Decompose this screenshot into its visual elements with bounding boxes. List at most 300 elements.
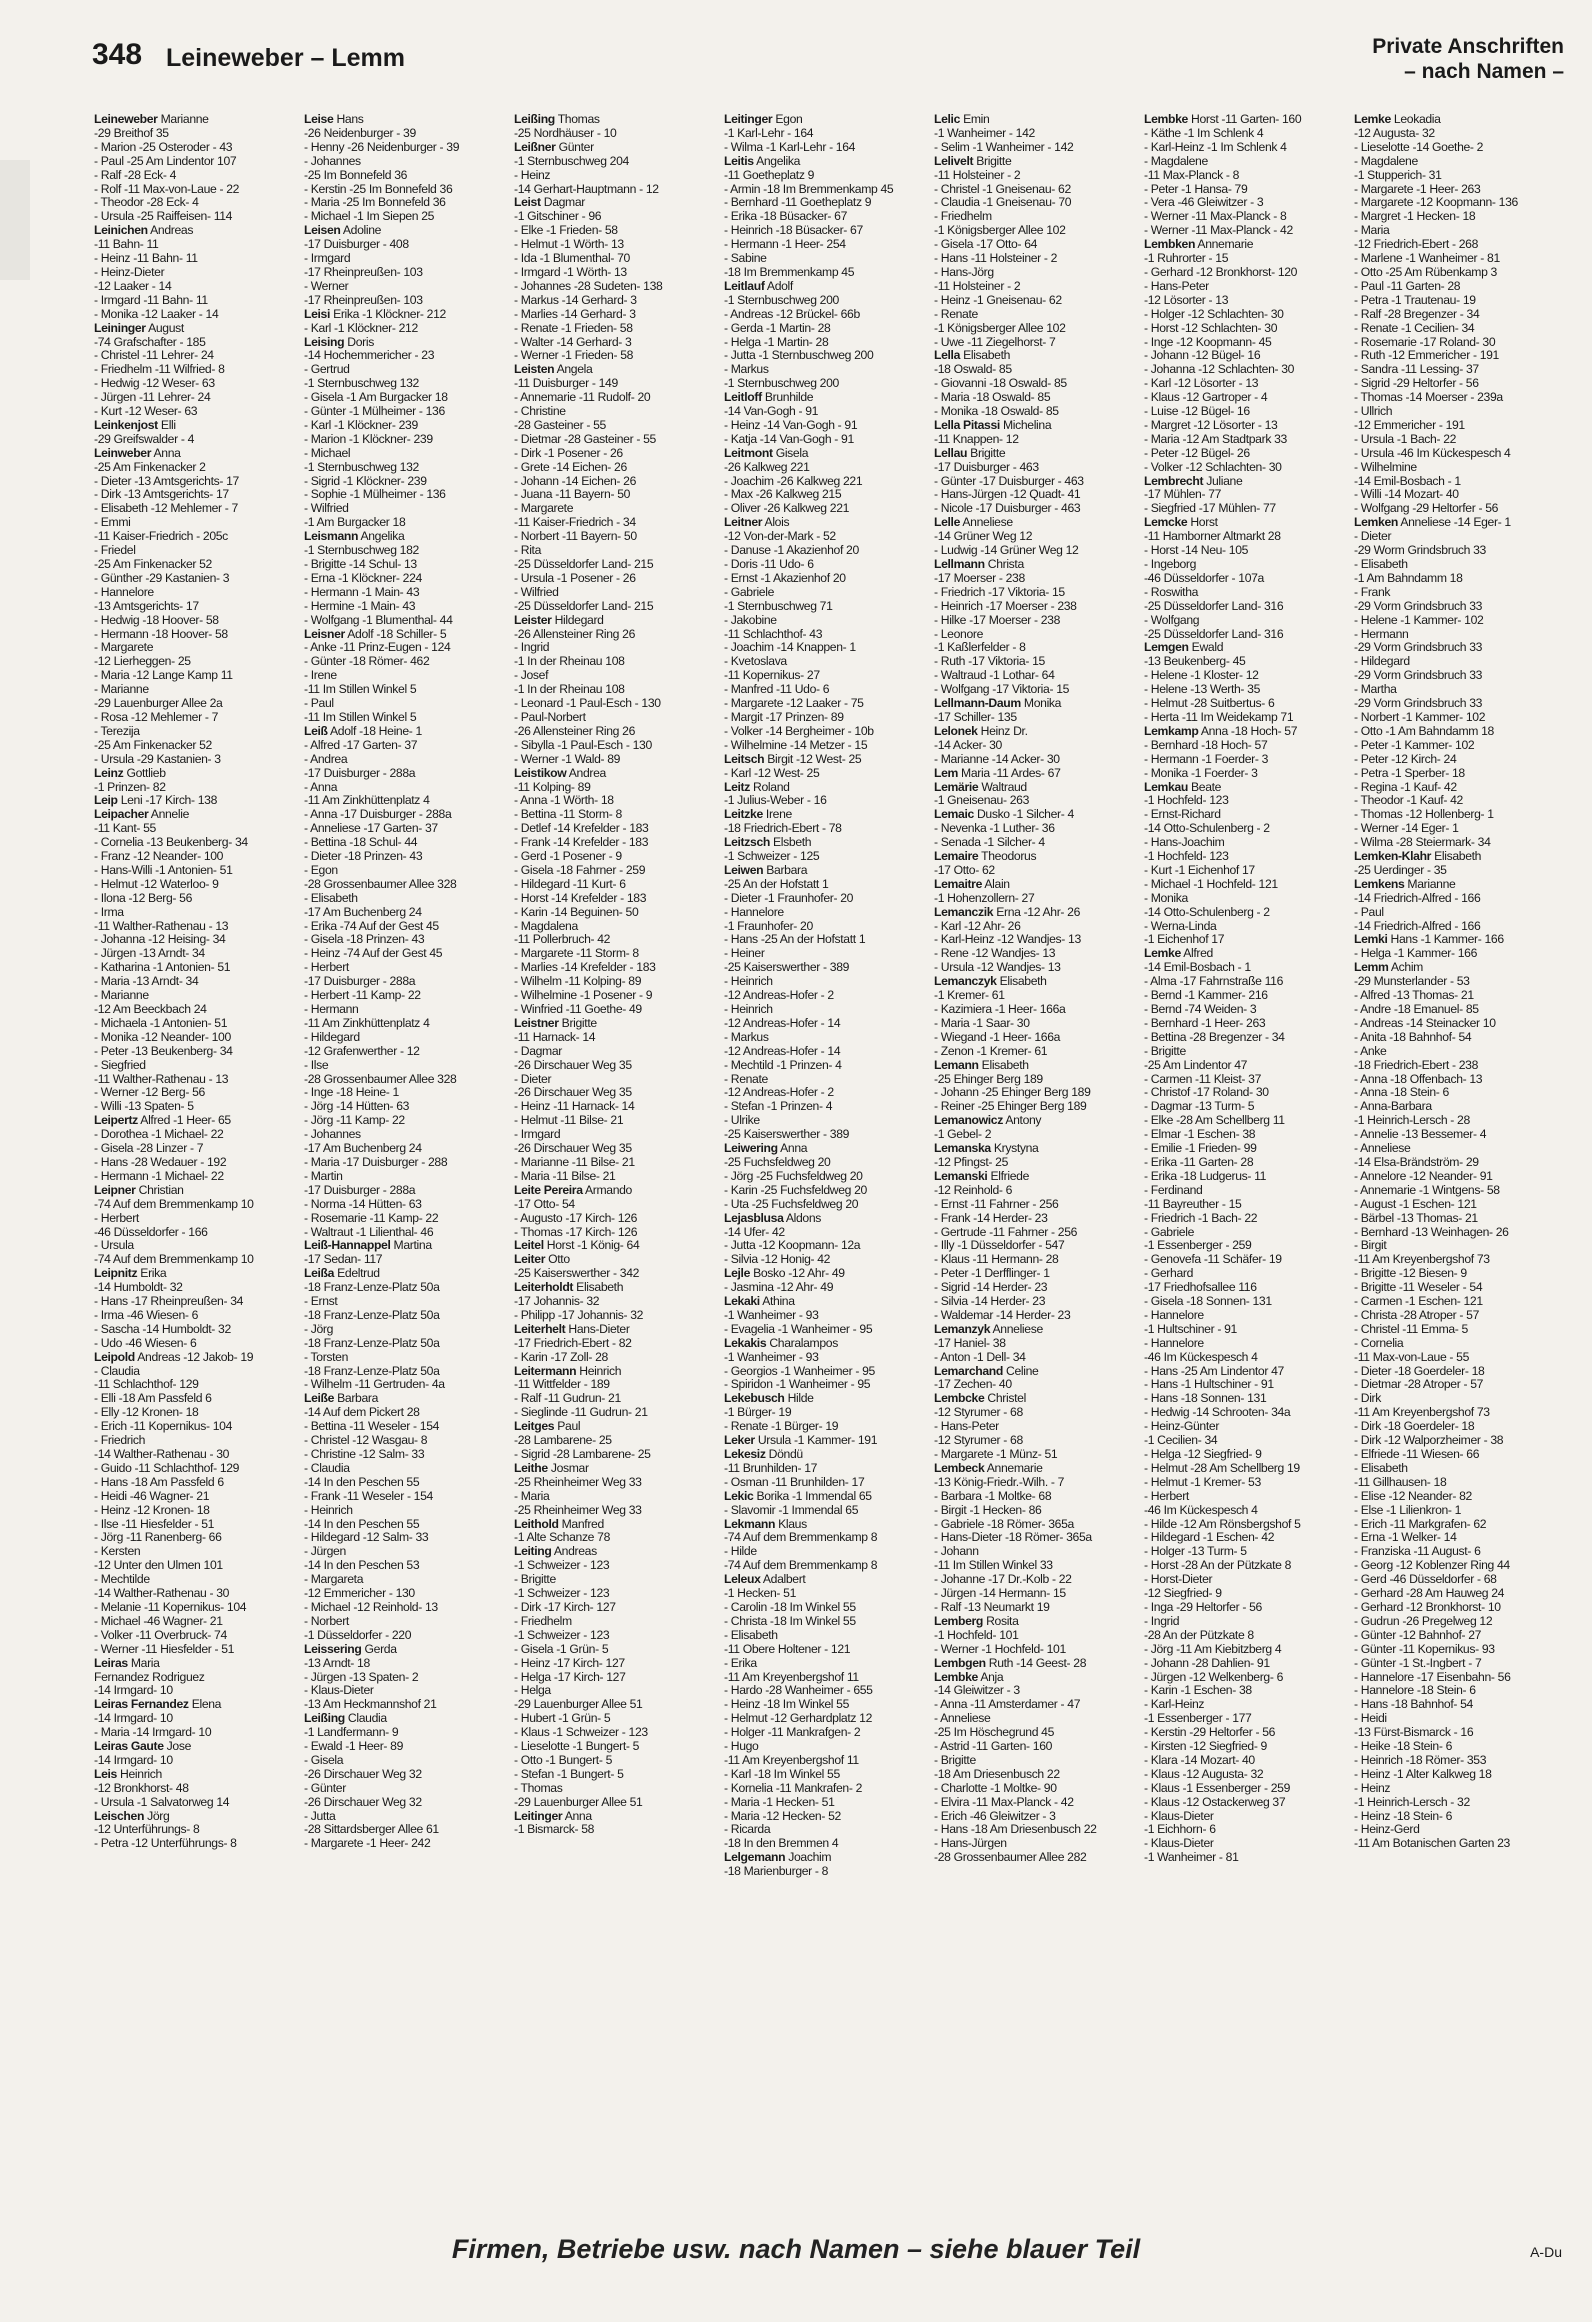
list-item [304, 947, 510, 961]
list-item [304, 1810, 510, 1824]
list-item [1144, 1212, 1350, 1226]
entry-text: -17 Friedrich-Ebert - 82 [514, 1336, 632, 1350]
entry-text: -12 Friedrich-Ebert - 268 [1354, 238, 1479, 252]
entry-text: - Helmut -1 Kremer- 53 [1144, 1475, 1261, 1489]
list-item [1354, 1684, 1560, 1698]
entry-text: - Anke [1354, 1044, 1387, 1058]
entry-text: -14 In den Peschen 55 [304, 1517, 420, 1531]
list-item [304, 391, 510, 405]
list-item [94, 1796, 300, 1810]
entry-text: -17 Mühlen- 77 [1144, 488, 1222, 502]
entry-text: -11 Knappen- 12 [934, 432, 1019, 446]
entry-text: - Hermine -1 Main- 43 [304, 599, 416, 613]
list-item [1354, 1476, 1560, 1490]
entry-text: -14 Gerhart-Hauptmann - 12 [514, 182, 659, 196]
entry-text: - Gisela -17 Otto- 64 [934, 238, 1038, 252]
list-item [304, 1170, 510, 1184]
surname: Lejasblusa [724, 1211, 784, 1225]
list-item [94, 1253, 300, 1267]
entry-text: -12 Lösorter - 13 [1144, 293, 1229, 307]
list-item [514, 683, 720, 697]
list-item [1144, 363, 1350, 377]
list-item [724, 1851, 930, 1865]
list-item [1144, 252, 1350, 266]
list-item [724, 961, 930, 975]
list-item [724, 488, 930, 502]
list-item [1144, 655, 1350, 669]
entry-text: - Irmgard [304, 252, 351, 266]
entry-text: - Werner -14 Eger- 1 [1354, 822, 1459, 836]
entry-text: - Sigrid -28 Lambarene- 25 [514, 1448, 651, 1461]
entry-text: - Waltraud -1 Lothar- 64 [934, 669, 1055, 683]
entry-text: -13 Am Heckmannshof 21 [304, 1698, 437, 1712]
list-item [514, 1198, 720, 1212]
list-item [304, 1601, 510, 1615]
list-item [1144, 933, 1350, 947]
surname: Leipold [94, 1350, 135, 1364]
list-item [304, 864, 510, 878]
entry-text: Birgit -12 West- 25 [764, 752, 862, 766]
list-item [514, 391, 720, 405]
entry-text: - Helga -12 Siegfried- 9 [1144, 1448, 1262, 1461]
entry-text: - Anita -18 Bahnhof- 54 [1354, 1030, 1472, 1044]
entry-text: Horst -1 König- 64 [543, 1239, 640, 1253]
entry-text: - Peter -12 Kirch- 24 [1354, 752, 1457, 766]
entry-text: -28 An der Pützkate 8 [1144, 1628, 1254, 1642]
list-item [1144, 1267, 1350, 1281]
entry-text: -12 Styrumer - 68 [934, 1434, 1023, 1448]
entry-text: Armando [582, 1183, 632, 1197]
list-item [1354, 1504, 1560, 1518]
list-item [1144, 336, 1350, 350]
entry-text: - Gisela -28 Linzer - 7 [94, 1142, 204, 1156]
list-item [934, 405, 1140, 419]
entry-text: - Heinz -12 Kronen- 18 [94, 1503, 210, 1517]
entry-text: - Inge -18 Heine- 1 [304, 1086, 399, 1100]
entry-text: Anja [977, 1670, 1004, 1684]
entry-text: -25 Uerdinger - 35 [1354, 863, 1447, 877]
list-item [94, 391, 300, 405]
surname: Leithold [514, 1517, 559, 1531]
entry-text: -13 Beukenberg- 45 [1144, 655, 1246, 669]
entry-text: -1 Heinrich-Lersch - 28 [1354, 1114, 1470, 1128]
list-item [94, 141, 300, 155]
entry-text: - Magdalene [1144, 154, 1208, 168]
entry-text: - Herbert -11 Kamp- 22 [304, 989, 421, 1003]
entry-text: - Hildegard [304, 1030, 360, 1044]
surname: Leitzsch [724, 836, 770, 850]
list-item [514, 1337, 720, 1351]
entry-text: - Gertrud [304, 363, 350, 377]
list-item [514, 1476, 720, 1490]
entry-text: -29 Breithof 35 [94, 126, 169, 140]
entry-text: - Bernhard -18 Hoch- 57 [1144, 738, 1268, 752]
list-item [934, 224, 1140, 238]
list-item [1144, 683, 1350, 697]
list-item [1354, 1365, 1560, 1379]
entry-text: - Hermann -18 Hoover- 58 [94, 627, 228, 641]
entry-text: -11 Am Kreyenbergshof 73 [1354, 1406, 1490, 1420]
entry-text: - Jutta -12 Koopmann- 12a [724, 1239, 861, 1253]
list-item [94, 475, 300, 489]
list-item [514, 767, 720, 781]
list-item [724, 1476, 930, 1490]
entry-text: - Sascha -14 Humboldt- 32 [94, 1322, 231, 1336]
entry-text: - Gerd -46 Düsseldorfer - 68 [1354, 1573, 1497, 1587]
list-item [724, 336, 930, 350]
entry-text: -74 Auf dem Bremmenkamp 10 [94, 1253, 254, 1267]
entry-text: -26 Kalkweg 221 [724, 460, 810, 474]
entry-text: -1 Sternbuschweg 71 [724, 599, 833, 613]
list-item [514, 141, 720, 155]
list-item [934, 947, 1140, 961]
entry-text: Borika -1 Immendal 65 [753, 1489, 872, 1503]
list-item [1354, 655, 1560, 669]
entry-text: - Sigrid -14 Herder- 23 [934, 1281, 1048, 1295]
list-item [1144, 1406, 1350, 1420]
entry-text: Waltraud [978, 780, 1027, 794]
entry-text: Elena [188, 1698, 222, 1712]
entry-text: - Karl -12 Lösorter - 13 [1144, 377, 1259, 391]
list-item [934, 1351, 1140, 1365]
entry-text: Adalbert [760, 1573, 806, 1587]
entry-text: Bosko -12 Ahr- 49 [750, 1267, 845, 1281]
list-item [1354, 252, 1560, 266]
entry-text: -28 Grossenbaumer Allee 328 [304, 877, 457, 891]
entry-text: - Michael -1 Im Siepen 25 [304, 210, 435, 224]
entry-text: -14 Emil-Bosbach - 1 [1144, 961, 1251, 975]
entry-text: - Gisela [304, 1753, 344, 1767]
entry-text: - Johann -28 Dahlien- 91 [1144, 1656, 1270, 1670]
entry-text: - Anna [304, 780, 338, 794]
entry-text: - Sabine [724, 252, 767, 266]
entry-text: Barbara [334, 1392, 379, 1406]
entry-text: - Wilfried [514, 585, 559, 599]
surname: Leising [304, 335, 345, 349]
list-item [94, 683, 300, 697]
list-item [724, 224, 930, 238]
list-item [724, 933, 930, 947]
surname: Lemanzyk [934, 1322, 991, 1336]
list-item [934, 975, 1140, 989]
list-item [1144, 628, 1350, 642]
entry-text: - Kersten [94, 1545, 141, 1559]
entry-text: - Herbert [1144, 1489, 1189, 1503]
entry-text: -13 Fürst-Bismarck - 16 [1354, 1726, 1474, 1740]
entry-text: - Martha [1354, 683, 1397, 697]
list-item [514, 1239, 720, 1253]
entry-text: - Lieselotte -1 Bungert- 5 [514, 1740, 640, 1754]
list-item [1144, 224, 1350, 238]
entry-text: - Alfred -13 Thomas- 21 [1354, 989, 1474, 1003]
entry-text: - Hans-Peter [1144, 279, 1209, 293]
entry-text: - Günter [304, 1781, 346, 1795]
entry-text: Charalampos [766, 1336, 838, 1350]
list-item [934, 1518, 1140, 1532]
entry-text: - Uwe -11 Ziegelhorst- 7 [934, 335, 1056, 349]
list-item [724, 127, 930, 141]
entry-text: - Bettina -11 Storm- 8 [514, 808, 622, 822]
entry-text: Otto [545, 1253, 570, 1267]
entry-text: - Hermann -1 Michael- 22 [94, 1169, 224, 1183]
entry-text: -1 Sternbuschweg 132 [304, 460, 419, 474]
entry-text: - Helga -1 Kammer- 166 [1354, 947, 1478, 961]
list-item [1144, 975, 1350, 989]
list-item [934, 600, 1140, 614]
entry-text: - Sigrid -29 Heltorfer - 56 [1354, 377, 1479, 391]
list-item [304, 1782, 510, 1796]
list-item [724, 1309, 930, 1323]
entry-text: -1 Wanheimer - 142 [934, 126, 1035, 140]
entry-text: - Peter -1 Hansa- 79 [1144, 182, 1248, 196]
entry-text: - Ullrich [1354, 405, 1393, 419]
entry-text: -1 Hochfeld- 123 [1144, 850, 1229, 864]
entry-text: - Erich -11 Markgrafen- 62 [1354, 1517, 1487, 1531]
list-item [1354, 1657, 1560, 1671]
entry-text: Erna -12 Ahr- 26 [993, 905, 1081, 919]
entry-text: -46 Düsseldorfer - 166 [94, 1225, 208, 1239]
list-item [934, 447, 1140, 461]
list-item [1354, 1698, 1560, 1712]
entry-text: -46 Düsseldorfer - 107a [1144, 571, 1264, 585]
list-item [94, 1810, 300, 1824]
list-item [1354, 1351, 1560, 1365]
entry-text: - Michael -46 Wagner- 21 [94, 1614, 223, 1628]
list-item [1354, 1629, 1560, 1643]
surname: Lekebusch [724, 1392, 785, 1406]
entry-text: - Dietmar -28 Gasteiner - 55 [514, 432, 656, 446]
entry-text: - Claudia [94, 1364, 140, 1378]
entry-text: - Friedhelm [514, 1614, 572, 1628]
list-item [304, 1267, 510, 1281]
entry-text: - Brigitte [1144, 1044, 1186, 1058]
entry-text: -1 Schweizer - 123 [514, 1559, 610, 1573]
list-item [514, 1086, 720, 1100]
surname: Leiting [514, 1545, 552, 1559]
list-item [934, 377, 1140, 391]
entry-text: - Ingrid [514, 641, 550, 655]
list-item [934, 850, 1140, 864]
entry-text: -25 Am Lindentor 47 [1144, 1058, 1248, 1072]
entry-text: - Bettina -11 Weseler - 154 [304, 1420, 440, 1434]
entry-text: - Norma -14 Hütten- 63 [304, 1197, 422, 1211]
entry-text: - Inga -29 Heltorfer - 56 [1144, 1600, 1262, 1614]
list-item [1354, 1545, 1560, 1559]
list-item [1144, 1726, 1350, 1740]
list-item [514, 1712, 720, 1726]
entry-text: - Jörg -11 Kamp- 22 [304, 1114, 405, 1128]
list-item [514, 1406, 720, 1420]
entry-text: - Leonore [934, 627, 984, 641]
entry-text: Krystyna [990, 1142, 1039, 1156]
entry-text: - Marion -1 Klöckner- 239 [304, 432, 433, 446]
list-item [1354, 1198, 1560, 1212]
list-item [724, 1392, 930, 1406]
list-item [1354, 1114, 1560, 1128]
entry-text: - Katharina -1 Antonien- 51 [94, 961, 231, 975]
entry-text: - Maria -12 Lange Kamp 11 [94, 669, 233, 683]
entry-text: -25 Im Bonnefeld 36 [304, 168, 408, 182]
list-item [724, 586, 930, 600]
list-item [1144, 1698, 1350, 1712]
list-item [514, 433, 720, 447]
entry-text: - Hedwig -12 Weser- 63 [94, 377, 215, 391]
list-item [1354, 725, 1560, 739]
entry-text: - Anneliese [934, 1712, 991, 1726]
entry-text: - Elli -18 Am Passfeld 6 [94, 1392, 212, 1406]
list-item [1354, 1073, 1560, 1087]
entry-text: -18 Franz-Lenze-Platz 50a [304, 1336, 440, 1350]
entry-text: - Maria [1354, 224, 1390, 238]
entry-text: -11 Duisburger - 149 [514, 377, 618, 391]
entry-text: -25 Kaiserswerther - 389 [724, 1128, 850, 1142]
entry-text: -11 Am Kreyenbergshof 11 [724, 1670, 859, 1684]
list-item [1144, 864, 1350, 878]
list-item [724, 196, 930, 210]
list-item [514, 1615, 720, 1629]
entry-text: - Bernd -74 Weiden- 3 [1144, 1003, 1257, 1016]
list-item [1144, 1851, 1350, 1865]
list-item [934, 1059, 1140, 1073]
entry-text: - Elisabeth [1354, 1461, 1408, 1475]
entry-text: - Brigitte -11 Weseler - 54 [1354, 1281, 1483, 1295]
list-item [304, 753, 510, 767]
list-item [1144, 196, 1350, 210]
surname: Lellmann-Daum [934, 697, 1021, 711]
entry-text: - Georgios -1 Wanheimer - 95 [724, 1364, 875, 1378]
entry-text: - Carolin -18 Im Winkel 55 [724, 1600, 856, 1614]
entry-text: -1 Karl-Lehr - 164 [724, 126, 814, 140]
entry-text: - Gabriele -18 Römer- 365a [934, 1517, 1074, 1531]
list-item [1144, 906, 1350, 920]
entry-text: - Thomas -17 Kirch- 126 [514, 1225, 638, 1239]
entry-text: Thomas [554, 113, 600, 126]
list-item [514, 655, 720, 669]
entry-text: Dagmar [540, 196, 585, 210]
entry-text: -74 Auf dem Bremmenkamp 8 [724, 1559, 878, 1573]
list-item [94, 947, 300, 961]
entry-text: - August -1 Eschen- 121 [1354, 1197, 1477, 1211]
entry-text: - Torsten [304, 1350, 349, 1364]
entry-text: -12 Grafenwerther - 12 [304, 1044, 420, 1058]
list-item [94, 1545, 300, 1559]
list-item [1144, 892, 1350, 906]
entry-text: - Hermann [304, 1003, 359, 1016]
list-item [304, 781, 510, 795]
list-item [304, 1504, 510, 1518]
entry-text: - Ursula -1 Salvatorweg 14 [94, 1795, 230, 1809]
entry-text: - Gudrun -26 Pregelweg 12 [1354, 1614, 1493, 1628]
section-title [1372, 34, 1564, 84]
entry-text: -18 Friedrich-Ebert - 238 [1354, 1058, 1479, 1072]
list-item [304, 280, 510, 294]
list-item [514, 1448, 720, 1462]
list-item [724, 1253, 930, 1267]
list-item [304, 906, 510, 920]
list-item [1144, 308, 1350, 322]
entry-text: - Markus [724, 1030, 769, 1044]
list-item [1354, 363, 1560, 377]
list-item [724, 669, 930, 683]
entry-text: Joachim [785, 1851, 832, 1865]
list-item [934, 1559, 1140, 1573]
entry-text: - Marlies -14 Krefelder - 183 [514, 961, 656, 975]
list-item [514, 864, 720, 878]
entry-text: -11 Im Stillen Winkel 5 [304, 710, 417, 724]
list-item [94, 1184, 300, 1198]
entry-text: - Klaus -12 Ostackerweg 37 [1144, 1795, 1286, 1809]
entry-text: - Günter -1 Mülheimer - 136 [304, 405, 445, 419]
list-item [94, 920, 300, 934]
entry-text: - Rosa -12 Mehlemer - 7 [94, 710, 219, 724]
entry-text: - Barbara -1 Moltke- 68 [934, 1489, 1052, 1503]
entry-text: - Theodor -1 Kauf- 42 [1354, 794, 1463, 808]
list-item [304, 1226, 510, 1240]
entry-text: -12 Laaker - 14 [94, 279, 172, 293]
entry-text: -14 Friedrich-Alfred - 166 [1354, 891, 1481, 905]
entry-text: - Ralf -13 Neumarkt 19 [934, 1600, 1050, 1614]
list-item [304, 1671, 510, 1685]
entry-text: - Holger -11 Mankrafgen- 2 [724, 1726, 861, 1740]
list-item [1354, 1796, 1560, 1810]
surname: Leismann [304, 530, 359, 544]
entry-text: - Hardo -28 Wanheimer - 655 [724, 1684, 873, 1698]
entry-text: -25 Nordhäuser - 10 [514, 126, 617, 140]
surname: Leitsch [724, 752, 765, 766]
entry-text: - Helene -1 Kloster- 12 [1144, 669, 1259, 683]
entry-text: - Werner -1 Hochfeld- 101 [934, 1642, 1066, 1656]
list-item [94, 641, 300, 655]
entry-text: - Sigrid -1 Klöckner- 239 [304, 474, 427, 488]
entry-text: -17 Schiller- 135 [934, 710, 1017, 724]
list-item [1144, 947, 1350, 961]
entry-text: -25 Am Finkenacker 52 [94, 738, 212, 752]
list-item [94, 1462, 300, 1476]
list-item [514, 669, 720, 683]
entry-text: - Karl -12 Ahr- 26 [934, 919, 1021, 933]
list-item [934, 558, 1140, 572]
list-item [304, 1323, 510, 1337]
entry-text: -1 Königsberger Allee 102 [934, 224, 1066, 238]
entry-text: - Alfred -17 Garten- 37 [304, 738, 418, 752]
entry-text: -18 Oswald- 85 [934, 363, 1012, 377]
list-item [724, 530, 930, 544]
entry-text: - Ingeborg [1144, 558, 1197, 571]
list-item [1354, 614, 1560, 628]
surname: Leker [724, 1434, 755, 1448]
entry-text: Brigitte [558, 1016, 597, 1030]
entry-text: Celine [1002, 1364, 1039, 1378]
entry-text: - Hans -17 Rheinpreußen- 34 [94, 1295, 244, 1309]
list-item [304, 739, 510, 753]
entry-text: - Dieter -1 Fraunhofer- 20 [724, 891, 854, 905]
entry-text: - Emmi [94, 516, 131, 530]
entry-text: -25 Düsseldorfer Land- 215 [514, 599, 654, 613]
list-item [934, 1823, 1140, 1837]
entry-text: - Thomas -12 Hollenberg- 1 [1354, 808, 1494, 822]
list-item [94, 1684, 300, 1698]
list-item [94, 1573, 300, 1587]
surname: Leißing [514, 113, 555, 126]
entry-text: -1 Gebel- 2 [934, 1128, 992, 1142]
list-item [94, 1267, 300, 1281]
surname: Lemberg [934, 1614, 984, 1628]
list-item [514, 1253, 720, 1267]
list-item [1354, 1184, 1560, 1198]
list-item [1354, 530, 1560, 544]
entry-text: -26 Dirschauer Weg 35 [514, 1058, 632, 1072]
list-item [934, 1782, 1140, 1796]
